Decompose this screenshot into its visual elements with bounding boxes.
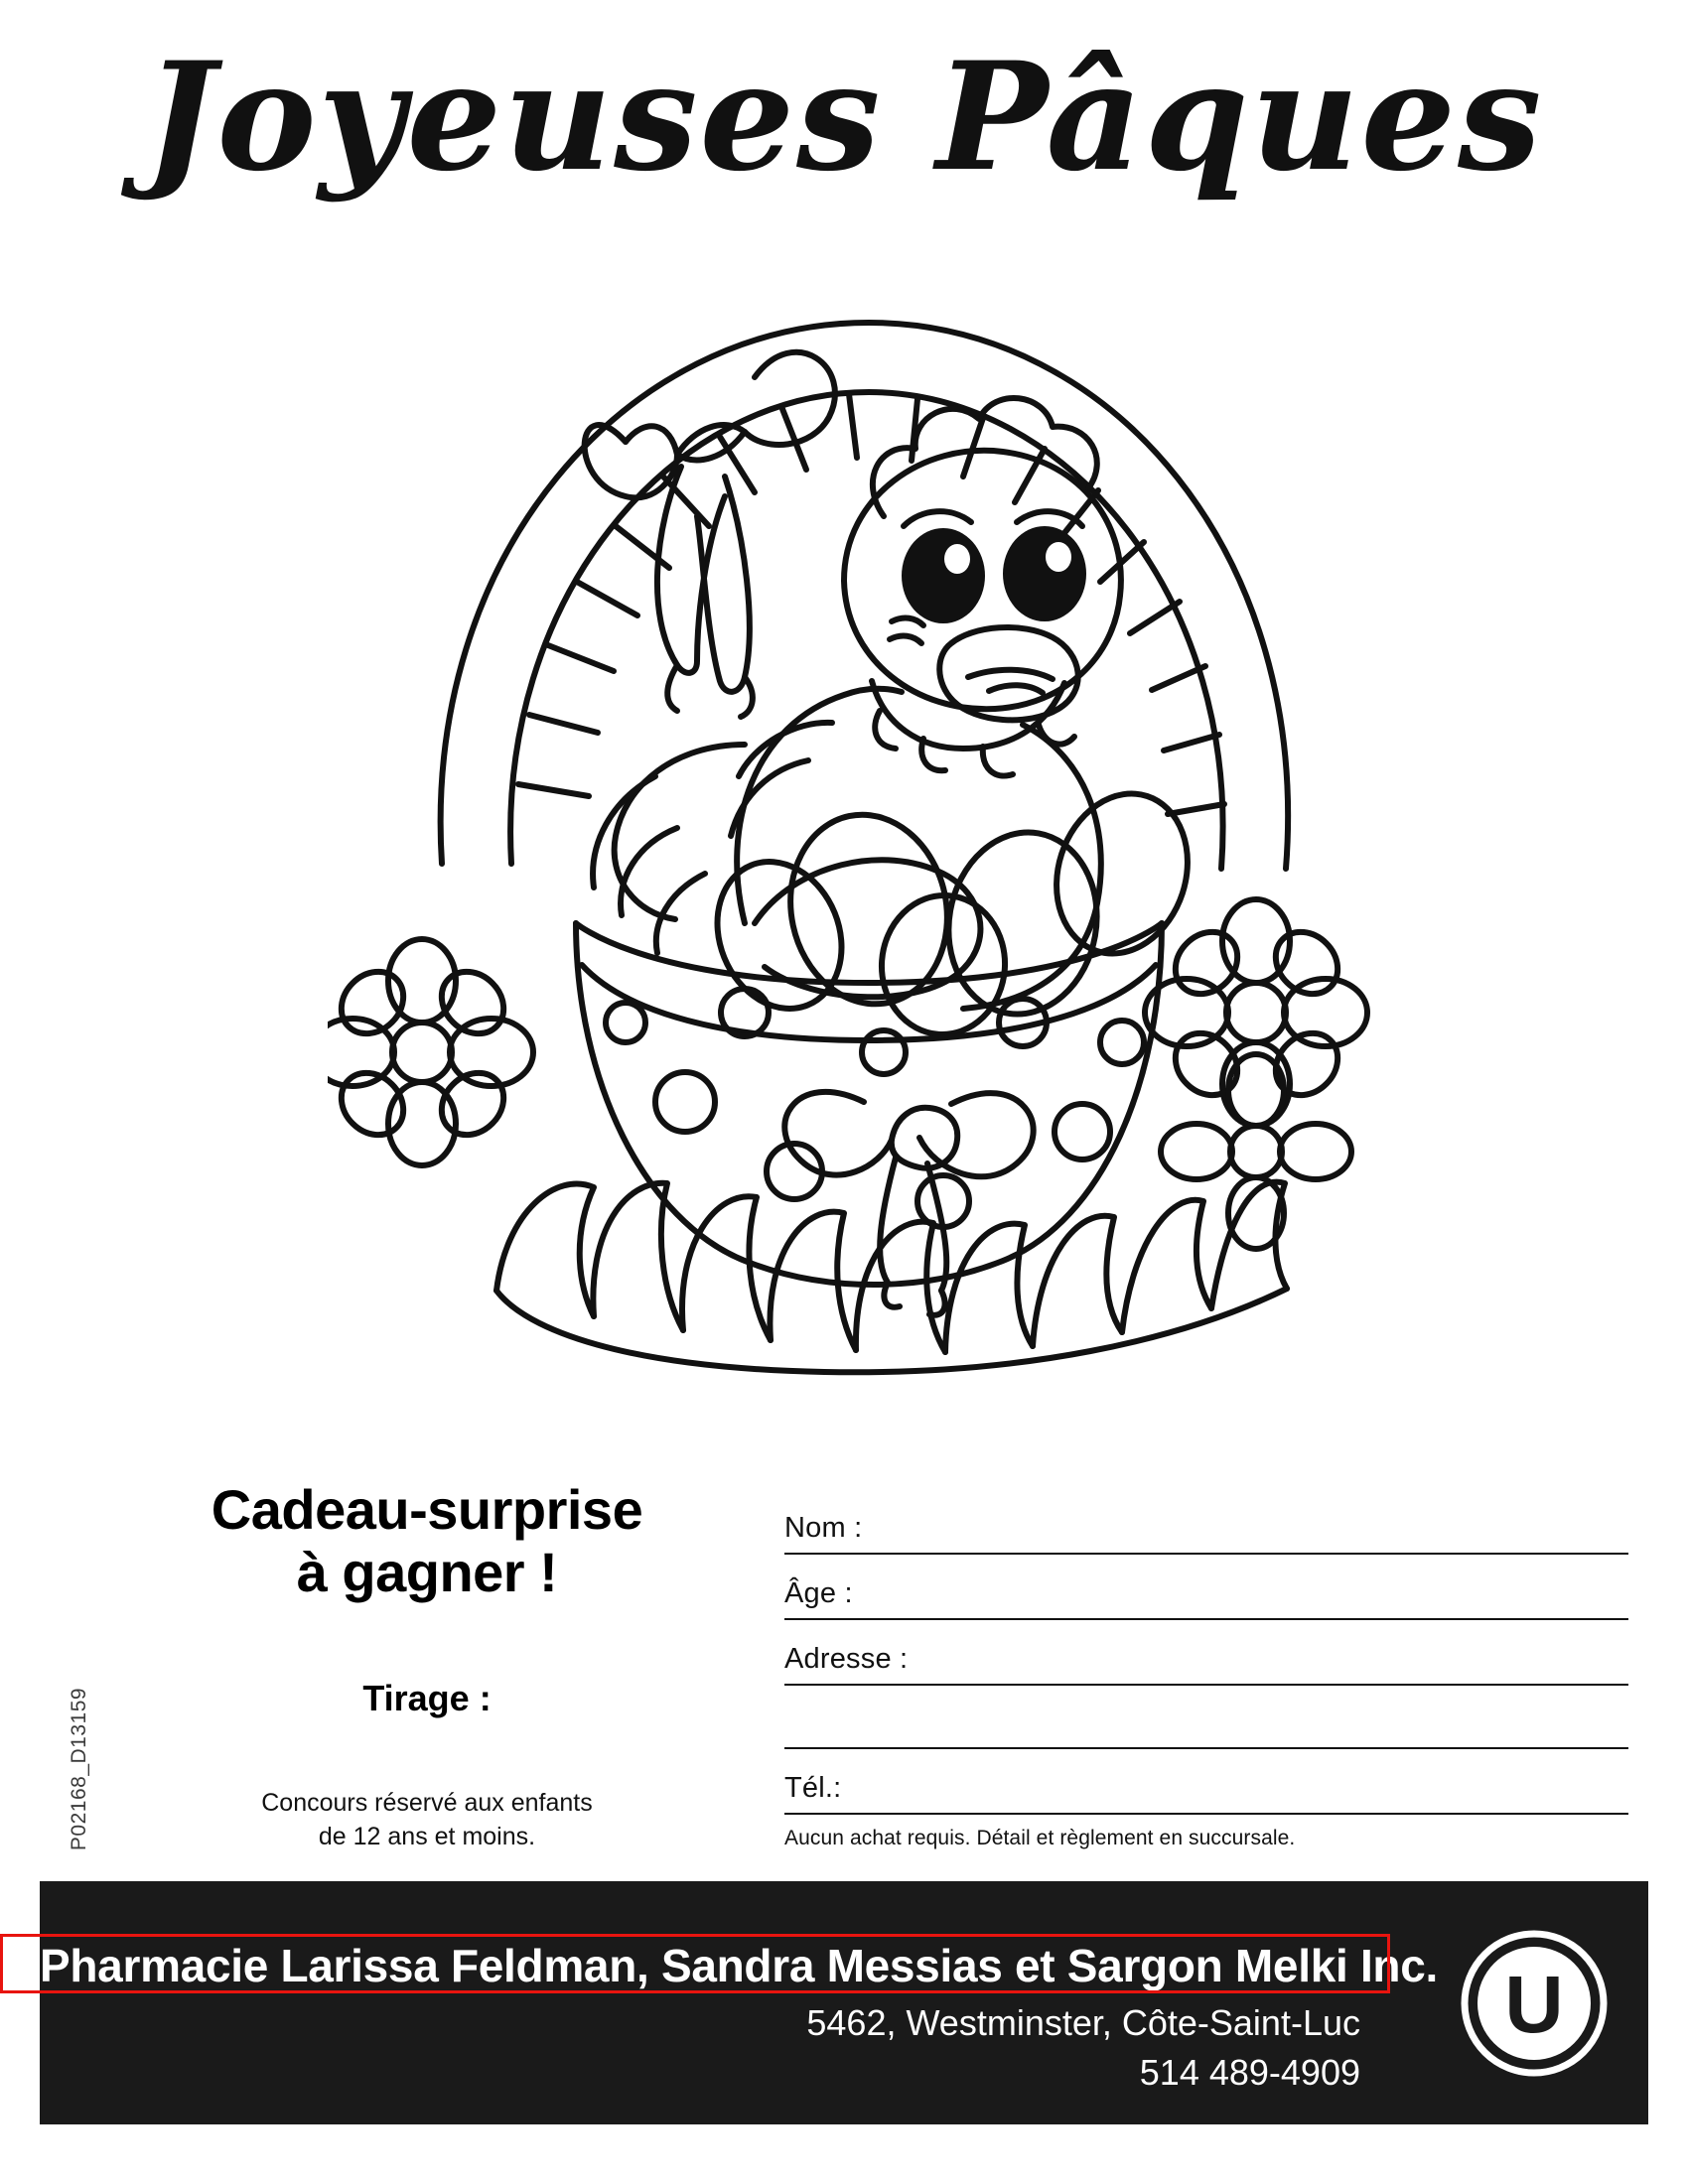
form-label-nom: Nom : (784, 1512, 863, 1544)
contest-note (99, 1787, 755, 1854)
pharmacy-name: Pharmacie Larissa Feldman, Sandra Messias et Sargon Melki Inc. (40, 1940, 1438, 1991)
form-field-adresse[interactable] (784, 1620, 1628, 1686)
form-fine-print: Aucun achat requis. Détail et règlement en succursale. (784, 1827, 1296, 1849)
contest-note-line2: de 12 ans et moins. (318, 1822, 536, 1850)
side-reference-code: P02168_D13159 (68, 1687, 90, 1851)
draw-label: Tirage : (362, 1678, 492, 1718)
form-label-adresse: Adresse : (784, 1643, 909, 1675)
easter-basket-chick-illustration (328, 228, 1380, 1449)
prize-heading-line1: Cadeau-surprise (211, 1478, 643, 1541)
contest-note-line1: Concours réservé aux enfants (261, 1789, 593, 1817)
entry-form (784, 1489, 1628, 1850)
svg-text:U: U (1504, 1960, 1564, 2050)
form-field-adresse-line2[interactable] (784, 1686, 1628, 1749)
page-title: Joyeuses Pâques (144, 30, 1544, 205)
form-label-telephone: Tél.: (784, 1772, 842, 1804)
pharmacy-phone: 514 489-4909 (1139, 2052, 1360, 2093)
prize-heading (99, 1479, 755, 1603)
form-field-age[interactable] (784, 1555, 1628, 1620)
form-field-nom[interactable] (784, 1489, 1628, 1555)
uniprix-logo-icon (1460, 1929, 1609, 2078)
prize-heading-line2: à gagner ! (296, 1540, 558, 1603)
pharmacy-address: 5462, Westminster, Côte-Saint-Luc (806, 2002, 1360, 2043)
form-field-telephone[interactable] (784, 1749, 1628, 1815)
footer-bar (40, 1881, 1648, 2124)
form-label-age: Âge : (784, 1577, 853, 1609)
